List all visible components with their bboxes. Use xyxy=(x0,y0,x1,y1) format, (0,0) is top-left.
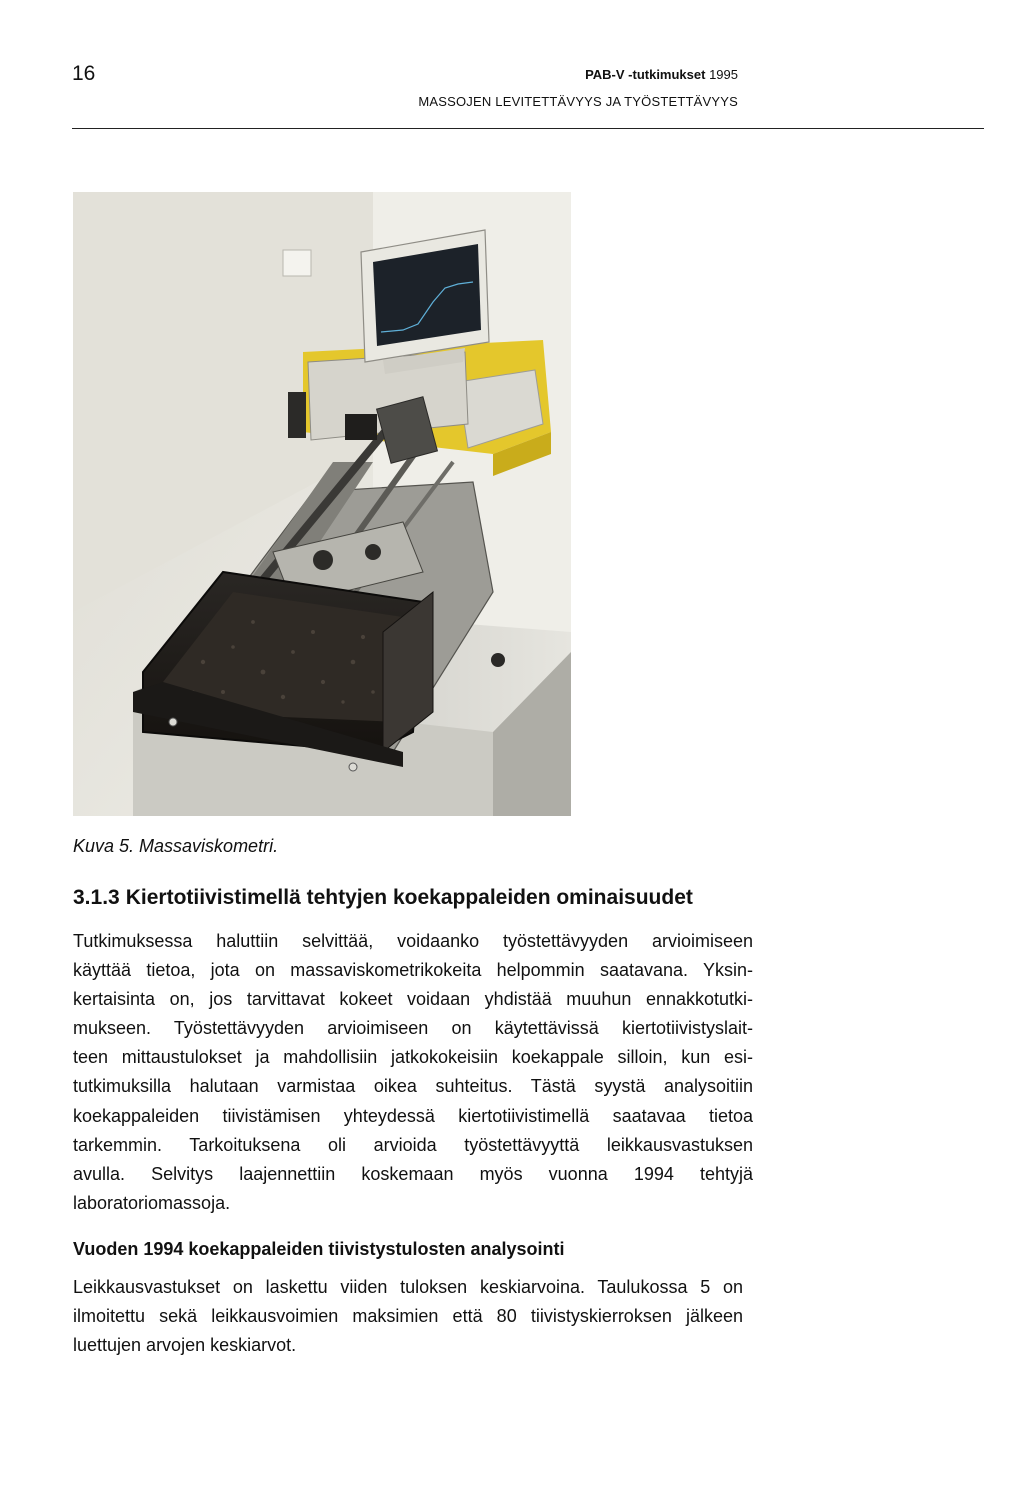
subsection-heading: Vuoden 1994 koekappaleiden tiivistystulosten analysointi xyxy=(73,1239,565,1259)
series-year: 1995 xyxy=(709,67,738,82)
paragraph-line: laboratoriomassoja. xyxy=(73,1192,231,1213)
series-title xyxy=(418,66,738,84)
paragraph-line: tarkemmin. Tarkoituksena oli arvioida työstettävyyttä leikkausvastuksen xyxy=(73,1134,753,1155)
paragraph-line: kertaisinta on, jos tarvittavat kokeet voidaan yhdistää muuhun ennakkotutki- xyxy=(73,989,753,1010)
viscometer-photo xyxy=(73,192,571,816)
paragraph-line: tutkimuksilla halutaan varmistaa oikea suhteitus. Tästä syystä analysoitiin xyxy=(73,1076,753,1097)
section-paragraph xyxy=(73,927,753,1218)
paragraph-line: avulla. Selvitys laajennettiin koskemaan myös vuonna 1994 tehtyjä xyxy=(73,1163,753,1184)
figure-caption: Kuva 5. Massaviskometri. xyxy=(73,836,279,856)
viscometer-illustration xyxy=(73,192,571,816)
paragraph-line: koekappaleiden tiivistämisen yhteydessä kiertotiivistimellä saatavaa tietoa xyxy=(73,1105,753,1126)
paragraph-line: Leikkausvastukset on laskettu viiden tuloksen keskiarvoina. Taulukossa 5 on xyxy=(73,1277,743,1297)
paragraph-line: teen mittaustulokset ja mahdollisiin jatkokokeisiin koekappale silloin, kun esi- xyxy=(73,1047,753,1068)
paragraph-line: mukseen. Työstettävyyden arvioimiseen on käytettävissä kiertotiivistyslait- xyxy=(73,1018,753,1039)
subsection-paragraph xyxy=(73,1273,743,1360)
header-rule xyxy=(72,128,984,129)
section-heading xyxy=(73,885,693,911)
paragraph-line: ilmoitettu sekä leikkausvoimien maksimien että 80 tiivistyskierroksen jälkeen xyxy=(73,1306,743,1327)
series-name: PAB-V -tutkimukset xyxy=(585,67,706,82)
paragraph-line: Tutkimuksessa haluttiin selvittää, voidaanko työstettävyyden arvioimiseen xyxy=(73,931,753,951)
section-title: Kiertotiivistimellä tehtyjen koekappaleiden ominaisuudet xyxy=(125,886,693,909)
running-header xyxy=(418,66,738,111)
running-subtitle: MASSOJEN LEVITETTÄVYYS JA TYÖSTETTÄVYYS xyxy=(418,94,738,109)
page-number: 16 xyxy=(72,62,96,85)
paragraph-line: luettujen arvojen keskiarvot. xyxy=(73,1335,297,1356)
paragraph-line: käyttää tietoa, jota on massaviskometrikokeita helpommin saatavana. Yksin- xyxy=(73,960,753,981)
section-number: 3.1.3 xyxy=(73,886,120,909)
